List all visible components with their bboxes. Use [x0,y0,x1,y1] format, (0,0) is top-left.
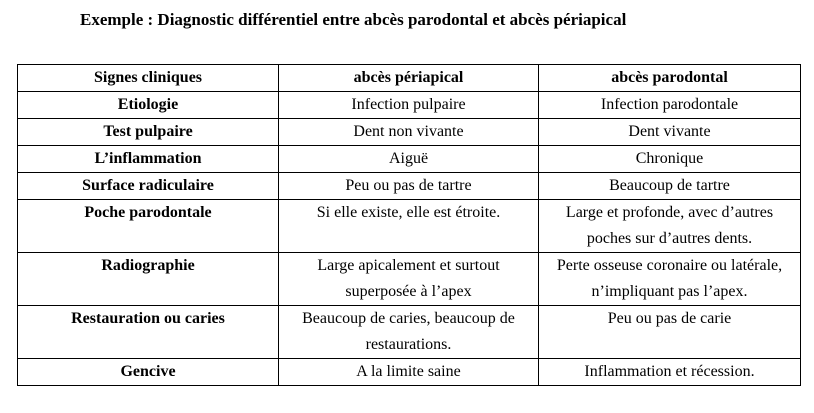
parodontal-cell: Infection parodontale [539,92,801,119]
differential-diagnosis-table [17,64,801,386]
periapical-cell: Infection pulpaire [279,92,539,119]
header-clinical-signs: Signes cliniques [18,65,279,92]
table-row [18,253,801,306]
periapical-cell: Beaucoup de caries, beaucoup de restaurations. [279,306,539,359]
periapical-cell: Aiguë [279,146,539,173]
row-sign-label: Poche parodontale [18,200,279,253]
table-row [18,173,801,200]
row-sign-label: Restauration ou caries [18,306,279,359]
header-periapical-abscess: abcès périapical [279,65,539,92]
row-sign-label: Radiographie [18,253,279,306]
table-row [18,306,801,359]
row-sign-label: Test pulpaire [18,119,279,146]
parodontal-cell: Perte osseuse coronaire ou latérale, n’impliquant pas l’apex. [539,253,801,306]
row-sign-label: Etiologie [18,92,279,119]
table-row [18,146,801,173]
periapical-cell: Dent non vivante [279,119,539,146]
table-row [18,92,801,119]
table-row [18,359,801,386]
document-title: Exemple : Diagnostic différentiel entre abcès parodontal et abcès périapical [80,10,627,29]
table-header-row [18,65,801,92]
periapical-cell: Peu ou pas de tartre [279,173,539,200]
header-periodontal-abscess: abcès parodontal [539,65,801,92]
table-row [18,119,801,146]
periapical-cell: Si elle existe, elle est étroite. [279,200,539,253]
parodontal-cell: Dent vivante [539,119,801,146]
row-sign-label: L’inflammation [18,146,279,173]
row-sign-label: Surface radiculaire [18,173,279,200]
row-sign-label: Gencive [18,359,279,386]
parodontal-cell: Chronique [539,146,801,173]
parodontal-cell: Beaucoup de tartre [539,173,801,200]
table-row [18,200,801,253]
parodontal-cell: Large et profonde, avec d’autres poches sur d’autres dents. [539,200,801,253]
parodontal-cell: Inflammation et récession. [539,359,801,386]
periapical-cell: Large apicalement et surtout superposée à l’apex [279,253,539,306]
periapical-cell: A la limite saine [279,359,539,386]
parodontal-cell: Peu ou pas de carie [539,306,801,359]
